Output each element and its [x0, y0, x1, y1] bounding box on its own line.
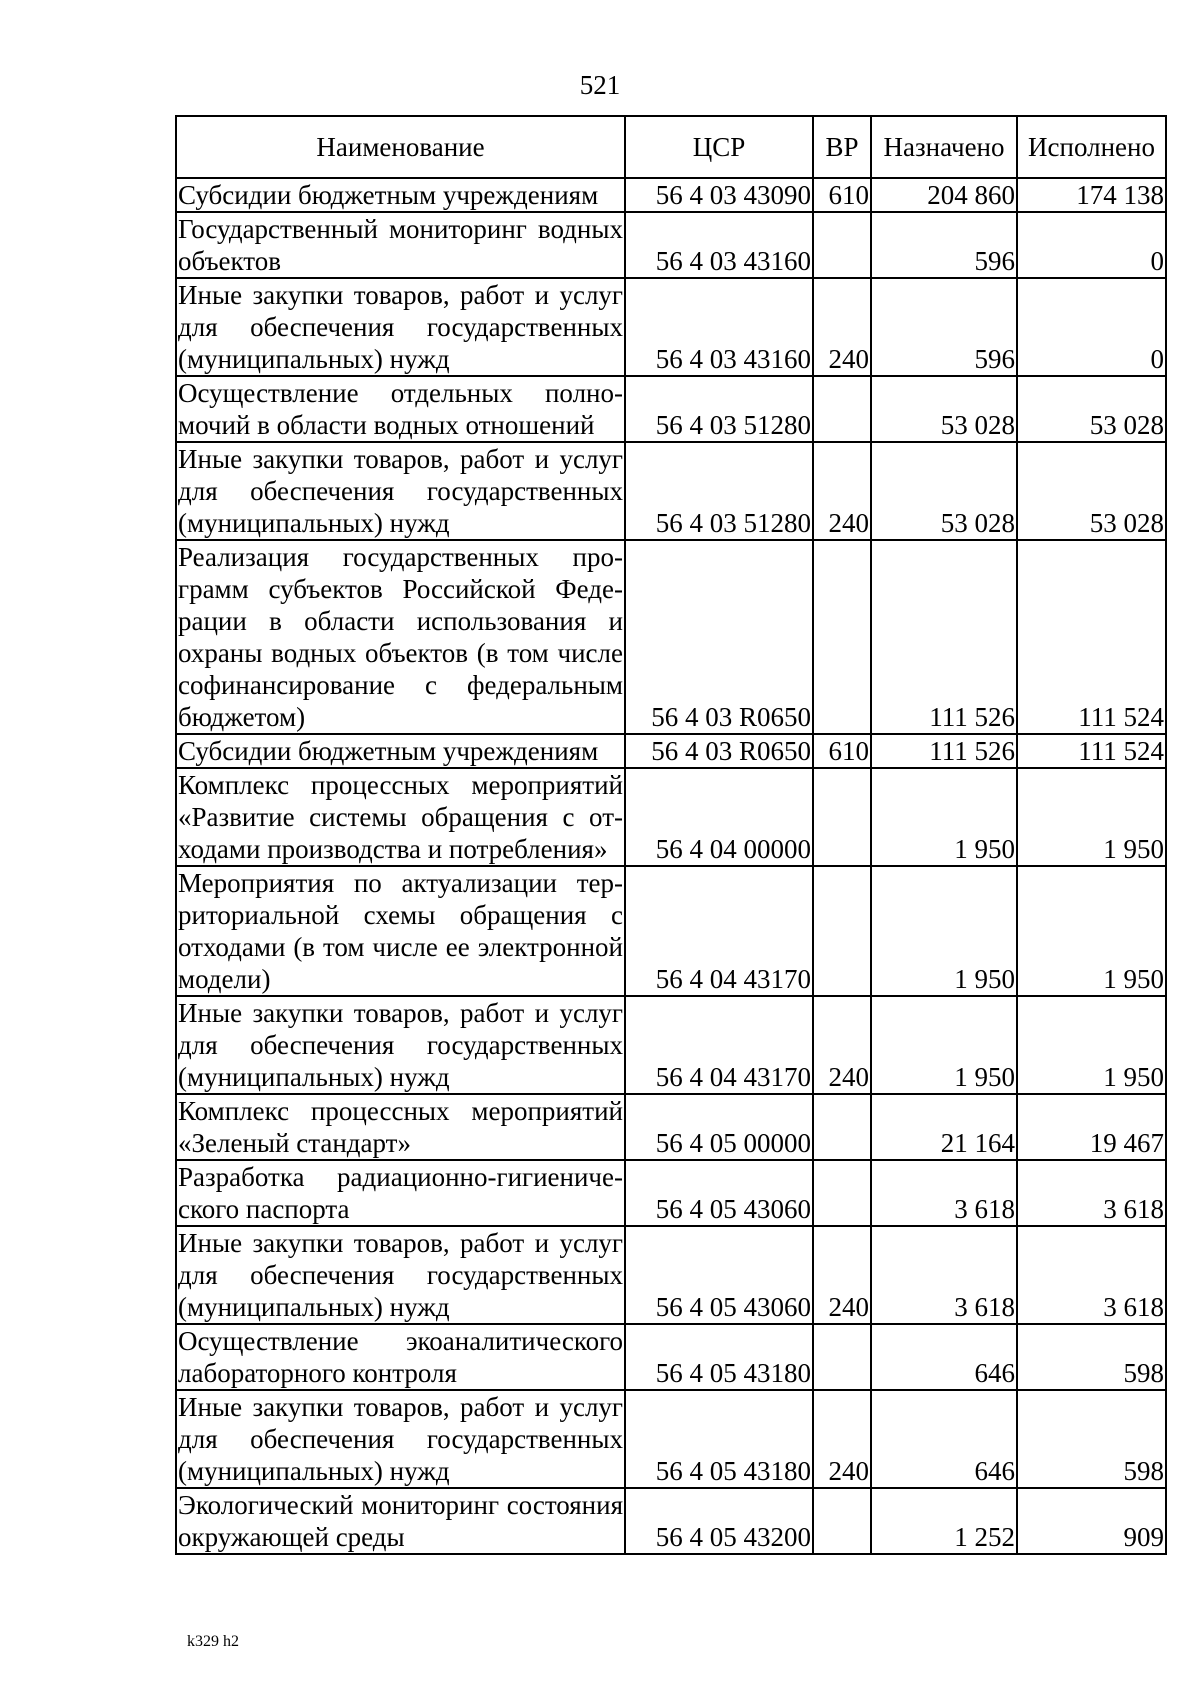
cell-executed: 1 950	[1017, 996, 1166, 1094]
table-row	[176, 178, 1166, 212]
cell-executed: 1 950	[1017, 768, 1166, 866]
cell-executed: 1 950	[1017, 866, 1166, 996]
cell-name: Реализация государственных программ субъектов Российской Федерации в области использования и охраны водных объектов (в том числе софинансирование с федеральным бюджетом)	[178, 542, 623, 732]
cell-planned: 596	[871, 212, 1017, 278]
cell-csr: 56 4 05 43060	[625, 1226, 813, 1324]
table-row	[176, 1324, 1166, 1390]
cell-planned: 204 860	[871, 178, 1017, 212]
cell-vr: 240	[813, 1390, 871, 1488]
cell-name: Иные закупки товаров, работ и услуг для обеспечения государственных (муниципальных) нужд	[178, 1228, 623, 1322]
cell-executed: 598	[1017, 1390, 1166, 1488]
cell-executed: 174 138	[1017, 178, 1166, 212]
table-row	[176, 768, 1166, 866]
cell-name: Иные закупки товаров, работ и услуг для обеспечения государственных (муниципальных) нужд	[178, 444, 623, 538]
cell-csr: 56 4 04 43170	[625, 866, 813, 996]
cell-planned: 53 028	[871, 376, 1017, 442]
cell-executed: 0	[1017, 212, 1166, 278]
table-row	[176, 1488, 1166, 1554]
cell-executed: 3 618	[1017, 1226, 1166, 1324]
cell-vr: 240	[813, 1226, 871, 1324]
cell-csr: 56 4 03 43160	[625, 278, 813, 376]
cell-vr: 610	[813, 178, 871, 212]
cell-csr: 56 4 04 43170	[625, 996, 813, 1094]
cell-executed: 909	[1017, 1488, 1166, 1554]
cell-planned: 111 526	[871, 540, 1017, 734]
cell-planned: 1 950	[871, 768, 1017, 866]
cell-name: Субсидии бюджетным учреждениям	[176, 178, 625, 212]
cell-csr: 56 4 05 43180	[625, 1390, 813, 1488]
table-row	[176, 1094, 1166, 1160]
cell-name: Мероприятия по актуализации территориальной схемы обращения с отходами (в том числе ее электронной модели)	[178, 868, 623, 994]
cell-csr: 56 4 03 43090	[625, 178, 813, 212]
page-number: 521	[579, 70, 621, 100]
cell-csr: 56 4 05 00000	[625, 1094, 813, 1160]
cell-vr	[813, 376, 871, 442]
cell-csr: 56 4 05 43180	[625, 1324, 813, 1390]
header-vr: ВР	[813, 116, 871, 178]
header-csr: ЦСР	[625, 116, 813, 178]
cell-planned: 3 618	[871, 1226, 1017, 1324]
cell-planned: 21 164	[871, 1094, 1017, 1160]
table-row	[176, 442, 1166, 540]
cell-vr: 240	[813, 278, 871, 376]
cell-csr: 56 4 04 00000	[625, 768, 813, 866]
cell-vr	[813, 866, 871, 996]
footer-code: k329 h2	[187, 1633, 239, 1650]
table-row	[176, 212, 1166, 278]
header-executed: Исполнено	[1017, 116, 1166, 178]
cell-executed: 111 524	[1017, 734, 1166, 768]
cell-executed: 53 028	[1017, 442, 1166, 540]
cell-planned: 596	[871, 278, 1017, 376]
table-row	[176, 1226, 1166, 1324]
cell-vr	[813, 212, 871, 278]
cell-name: Осуществление отдельных полномочий в области водных отношений	[178, 378, 623, 440]
cell-csr: 56 4 05 43200	[625, 1488, 813, 1554]
cell-vr	[813, 1094, 871, 1160]
cell-vr: 240	[813, 442, 871, 540]
cell-csr: 56 4 03 R0650	[625, 734, 813, 768]
table-row	[176, 540, 1166, 734]
table-header-row	[176, 116, 1166, 178]
cell-name: Иные закупки товаров, работ и услуг для обеспечения государственных (муниципальных) нужд	[178, 998, 623, 1092]
table-row	[176, 866, 1166, 996]
cell-executed: 3 618	[1017, 1160, 1166, 1226]
cell-planned: 111 526	[871, 734, 1017, 768]
table-row	[176, 734, 1166, 768]
table-row	[176, 376, 1166, 442]
header-planned: Назначено	[871, 116, 1017, 178]
cell-vr	[813, 1488, 871, 1554]
cell-vr: 610	[813, 734, 871, 768]
cell-vr	[813, 540, 871, 734]
cell-csr: 56 4 03 51280	[625, 376, 813, 442]
cell-name: Осуществление экоаналитического лабораторного контроля	[178, 1326, 623, 1388]
cell-csr: 56 4 03 R0650	[625, 540, 813, 734]
cell-executed: 0	[1017, 278, 1166, 376]
cell-executed: 53 028	[1017, 376, 1166, 442]
cell-executed: 111 524	[1017, 540, 1166, 734]
cell-executed: 19 467	[1017, 1094, 1166, 1160]
cell-vr	[813, 1160, 871, 1226]
budget-table	[175, 115, 1167, 1555]
cell-name: Экологический мониторинг состояния окружающей среды	[178, 1490, 623, 1552]
cell-name: Комплекс процессных мероприятий «Развитие системы обращения с отходами производства и потребления»	[178, 770, 623, 864]
cell-vr	[813, 1324, 871, 1390]
cell-name: Разработка радиационно-гигиенического паспорта	[178, 1162, 623, 1224]
cell-planned: 646	[871, 1324, 1017, 1390]
cell-name: Иные закупки товаров, работ и услуг для обеспечения государственных (муниципальных) нужд	[178, 280, 623, 374]
table-body	[176, 178, 1166, 1554]
cell-planned: 1 950	[871, 866, 1017, 996]
cell-planned: 3 618	[871, 1160, 1017, 1226]
table-row	[176, 996, 1166, 1094]
cell-executed: 598	[1017, 1324, 1166, 1390]
cell-name: Комплекс процессных мероприятий «Зеленый стандарт»	[178, 1096, 623, 1158]
cell-vr	[813, 768, 871, 866]
cell-planned: 1 252	[871, 1488, 1017, 1554]
cell-planned: 53 028	[871, 442, 1017, 540]
cell-name: Государственный мониторинг водных объектов	[178, 214, 623, 276]
cell-name: Иные закупки товаров, работ и услуг для обеспечения государственных (муниципальных) нужд	[178, 1392, 623, 1486]
header-name: Наименование	[176, 116, 625, 178]
cell-csr: 56 4 05 43060	[625, 1160, 813, 1226]
cell-name: Субсидии бюджетным учреждениям	[176, 734, 625, 768]
cell-vr: 240	[813, 996, 871, 1094]
cell-planned: 646	[871, 1390, 1017, 1488]
table-row	[176, 1390, 1166, 1488]
table-row	[176, 1160, 1166, 1226]
cell-planned: 1 950	[871, 996, 1017, 1094]
table-row	[176, 278, 1166, 376]
cell-csr: 56 4 03 43160	[625, 212, 813, 278]
cell-csr: 56 4 03 51280	[625, 442, 813, 540]
